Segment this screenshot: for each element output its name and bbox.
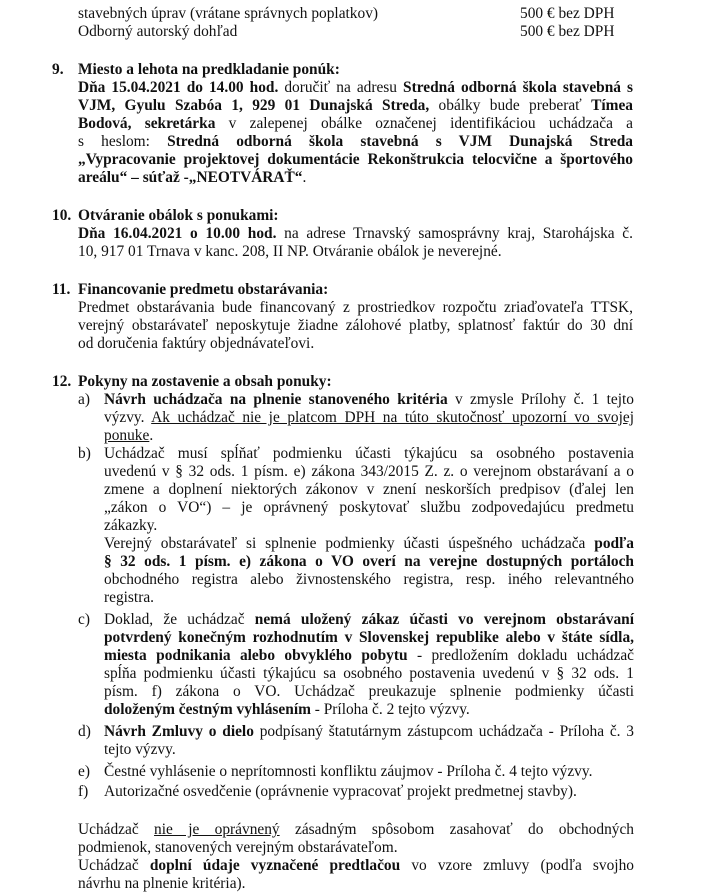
- text-line: Dňa 15.04.2021 do 14.00 hod. doručiť na adresu Stredná odborná škola stavebná s: [78, 79, 633, 96]
- text-line: § 32 ods. 1 písm. e) zákona o VO overí na verejne dostupných portáloch: [104, 553, 634, 570]
- section-number: 11.: [52, 281, 71, 298]
- cost-row-price: 500 € bez DPH: [520, 23, 615, 40]
- text-line: podmienok, stanovených verejným obstarávateľom.: [78, 839, 398, 856]
- text-line: 10, 917 01 Trnava v kanc. 208, II NP. Otváranie obálok je neverejné.: [78, 243, 502, 260]
- section-number: 10.: [52, 207, 72, 224]
- list-marker: e): [78, 763, 90, 780]
- list-marker: b): [78, 445, 91, 462]
- cost-row-label: stavebných úprav (vrátane správnych poplatkov): [78, 5, 379, 22]
- text-line: VJM, Gyulu Szabóa 1, 929 01 Dunajská Streda, obálky bude preberať Tímea: [78, 97, 633, 114]
- text-line: písm. f) zákona o VO. Uchádzač preukazuje splnenie podmienky účasti: [104, 683, 634, 700]
- text-line: Uchádzač nie je oprávnený zásadným spôsobom zasahovať do obchodných: [78, 821, 634, 838]
- list-marker: d): [78, 723, 91, 740]
- section-heading: Pokyny na zostavenie a obsah ponuky:: [78, 373, 332, 390]
- text-line: tejto výzvy.: [104, 741, 176, 758]
- text-line: verejný obstarávateľ neposkytuje žiadne zálohové platby, splatnosť faktúr do 30 dní: [78, 317, 633, 334]
- list-marker: c): [78, 611, 90, 628]
- text-line: Návrh Zmluvy o dielo podpísaný štatutárnym zástupcom uchádzača - Príloha č. 3: [104, 723, 634, 740]
- section-number: 12.: [52, 373, 72, 390]
- text-line: „Vypracovanie projektovej dokumentácie Rekonštrukcia telocvične a športového: [78, 151, 633, 168]
- text-line: výzvy. Ak uchádzač nie je platcom DPH na túto skutočnosť upozorní vo svojej: [104, 409, 634, 426]
- text-line: ponuke.: [104, 427, 154, 444]
- text-line: Uchádzač musí spĺňať podmienku účasti týkajúcu sa osobného postavenia: [104, 445, 634, 462]
- text-line: registra.: [104, 589, 154, 606]
- text-line: návrhu na plnenie kritéria).: [78, 875, 246, 892]
- text-line: zákazky.: [104, 517, 158, 534]
- text-line: miesta podnikania alebo obvyklého pobytu - predložením dokladu uchádzač: [104, 647, 634, 664]
- list-marker: f): [78, 783, 89, 800]
- text-line: Dňa 16.04.2021 o 10.00 hod. na adrese Trnavský samosprávny kraj, Starohájska č.: [78, 225, 633, 242]
- text-line: zmene a doplnení niektorých zákonov v znení neskorších predpisov (ďalej len: [104, 481, 634, 498]
- text-line: Čestné vyhlásenie o neprítomnosti konfliktu záujmov - Príloha č. 4 tejto výzvy.: [104, 763, 593, 780]
- section-heading: Miesto a lehota na predkladanie ponúk:: [78, 61, 340, 78]
- list-marker: a): [78, 391, 90, 408]
- text-line: od doručenia faktúry objednávateľovi.: [78, 335, 315, 352]
- text-line: s heslom: Stredná odborná škola stavebná s VJM Dunajská Streda: [78, 133, 634, 150]
- section-heading: Otváranie obálok s ponukami:: [78, 207, 279, 224]
- section-heading: Financovanie predmetu obstarávania:: [78, 281, 329, 298]
- text-line: Uchádzač doplní údaje vyznačené predtlačou vo vzore zmluvy (podľa svojho: [78, 857, 634, 874]
- text-line: uvedenú v § 32 ods. 1 písm. e) zákona 343/2015 Z. z. o verejnom obstarávaní a o: [104, 463, 634, 480]
- text-line: spĺňa podmienku účasti týkajúcu sa osobného postavenia uvedenú v § 32 ods. 1: [104, 665, 634, 682]
- cost-row-price: 500 € bez DPH: [520, 5, 615, 22]
- text-line: Verejný obstarávateľ si splnenie podmienky účasti úspešného uchádzača podľa: [104, 535, 634, 552]
- text-line: „zákon o VO“) – je oprávnený poskytovať službu zodpovedajúcu predmetu: [104, 499, 634, 516]
- cost-row-label: Odborný autorský dohľad: [78, 23, 238, 40]
- text-line: Doklad, že uchádzač nemá uložený zákaz účasti vo verejnom obstarávaní: [104, 611, 634, 628]
- text-line: Predmet obstarávania bude financovaný z prostriedkov rozpočtu zriaďovateľa TTSK,: [78, 299, 633, 316]
- text-line: Bodová, sekretárka v zalepenej obálke označenej identifikáciou uchádzača a: [78, 115, 633, 132]
- text-line: areálu“ – súťaž -„NEOTVÁRAŤ“.: [78, 169, 307, 186]
- text-line: potvrdený konečným rozhodnutím v Slovenskej republike alebo v štáte sídla,: [104, 629, 634, 646]
- text-line: Autorizačné osvedčenie (oprávnenie vypracovať projekt predmetnej stavby).: [104, 783, 577, 800]
- text-line: obchodného registra alebo živnostenského registra, resp. iného relevantného: [104, 571, 634, 588]
- text-line: Návrh uchádzača na plnenie stanoveného kritéria v zmysle Prílohy č. 1 tejto: [104, 391, 634, 408]
- section-number: 9.: [52, 61, 64, 78]
- text-line: doloženým čestným vyhlásením - Príloha č. 2 tejto výzvy.: [104, 701, 470, 718]
